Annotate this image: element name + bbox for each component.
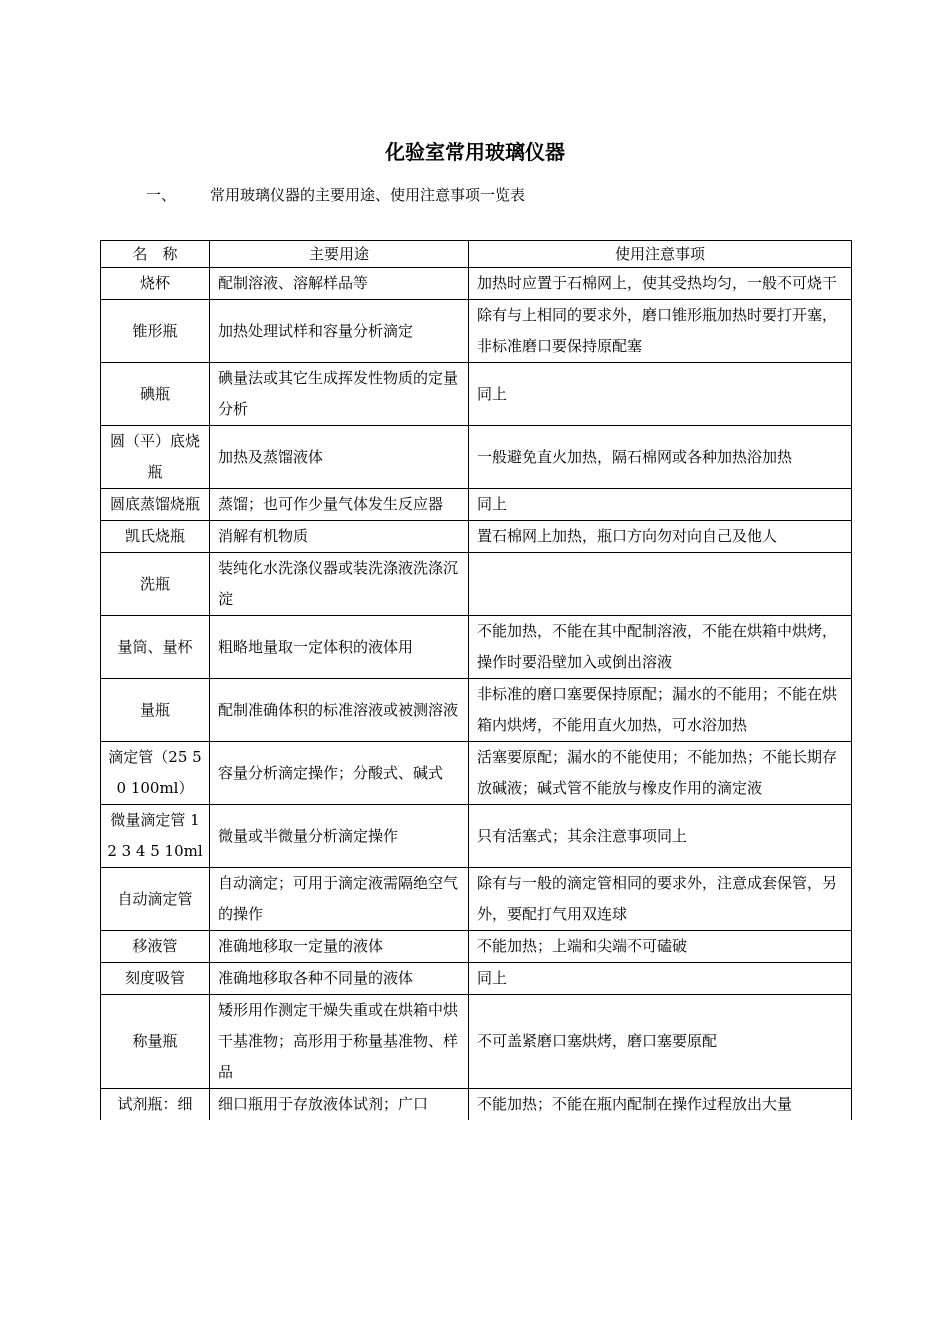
table-row (101, 1089, 852, 1121)
row-note: 置石棉网上加热，瓶口方向勿对向自己及他人 (469, 521, 852, 553)
row-note: 一般避免直火加热，隔石棉网或各种加热浴加热 (469, 426, 852, 489)
row-name: 烧杯 (101, 268, 210, 300)
row-use: 蒸馏；也可作少量气体发生反应器 (210, 489, 469, 521)
table-row (101, 268, 852, 300)
row-name: 试剂瓶：细 (101, 1089, 210, 1121)
table-row (101, 742, 852, 805)
table-row (101, 363, 852, 426)
row-name: 称量瓶 (101, 995, 210, 1089)
row-name: 移液管 (101, 931, 210, 963)
row-use: 配制准确体积的标准溶液或被测溶液 (210, 679, 469, 742)
table-row (101, 995, 852, 1089)
row-name: 凯氏烧瓶 (101, 521, 210, 553)
row-use: 容量分析滴定操作；分酸式、碱式 (210, 742, 469, 805)
row-use: 自动滴定；可用于滴定液需隔绝空气的操作 (210, 868, 469, 931)
table-row (101, 868, 852, 931)
header-note: 使用注意事项 (469, 241, 852, 268)
row-name: 刻度吸管 (101, 963, 210, 995)
glassware-table (100, 240, 852, 1120)
row-name: 锥形瓶 (101, 300, 210, 363)
row-use: 装纯化水洗涤仪器或装洗涤液洗涤沉淀 (210, 553, 469, 616)
row-note: 不能加热；不能在瓶内配制在操作过程放出大量 (469, 1089, 852, 1121)
row-name: 圆底蒸馏烧瓶 (101, 489, 210, 521)
row-name: 自动滴定管 (101, 868, 210, 931)
section-text: 常用玻璃仪器的主要用途、使用注意事项一览表 (210, 186, 526, 204)
row-use: 配制溶液、溶解样品等 (210, 268, 469, 300)
row-use: 准确地移取各种不同量的液体 (210, 963, 469, 995)
table-row (101, 489, 852, 521)
table-row (101, 300, 852, 363)
page-title: 化验室常用玻璃仪器 (385, 140, 565, 164)
row-name: 圆（平）底烧瓶 (101, 426, 210, 489)
table-row (101, 521, 852, 553)
row-name: 微量滴定管 1 2 3 4 5 10ml (101, 805, 210, 868)
row-note: 同上 (469, 363, 852, 426)
row-note: 非标准的磨口塞要保持原配；漏水的不能用；不能在烘箱内烘烤，不能用直火加热，可水浴加热 (469, 679, 852, 742)
row-note: 除有与上相同的要求外，磨口锥形瓶加热时要打开塞，非标准磨口要保持原配塞 (469, 300, 852, 363)
row-use: 细口瓶用于存放液体试剂；广口 (210, 1089, 469, 1121)
table-row (101, 963, 852, 995)
row-name: 量瓶 (101, 679, 210, 742)
section-number: 一、 (146, 186, 177, 204)
row-use: 加热处理试样和容量分析滴定 (210, 300, 469, 363)
row-note: 不能加热；上端和尖端不可磕破 (469, 931, 852, 963)
row-name: 碘瓶 (101, 363, 210, 426)
row-name: 洗瓶 (101, 553, 210, 616)
header-name: 名 称 (101, 241, 210, 268)
table-row (101, 931, 852, 963)
row-use: 微量或半微量分析滴定操作 (210, 805, 469, 868)
row-note: 不可盖紧磨口塞烘烤，磨口塞要原配 (469, 995, 852, 1089)
row-use: 准确地移取一定量的液体 (210, 931, 469, 963)
row-note: 活塞要原配；漏水的不能使用；不能加热；不能长期存放碱液；碱式管不能放与橡皮作用的滴定液 (469, 742, 852, 805)
section-heading (146, 184, 525, 206)
row-note: 除有与一般的滴定管相同的要求外，注意成套保管，另外，要配打气用双连球 (469, 868, 852, 931)
row-use: 消解有机物质 (210, 521, 469, 553)
row-use: 碘量法或其它生成挥发性物质的定量分析 (210, 363, 469, 426)
header-use: 主要用途 (210, 241, 469, 268)
table-row (101, 805, 852, 868)
row-note: 加热时应置于石棉网上，使其受热均匀，一般不可烧干 (469, 268, 852, 300)
row-note (469, 553, 852, 616)
table-row (101, 426, 852, 489)
row-note: 同上 (469, 963, 852, 995)
table-row (101, 553, 852, 616)
row-note: 只有活塞式；其余注意事项同上 (469, 805, 852, 868)
row-name: 滴定管（25 50 100ml） (101, 742, 210, 805)
row-note: 不能加热，不能在其中配制溶液，不能在烘箱中烘烤，操作时要沿壁加入或倒出溶液 (469, 616, 852, 679)
row-use: 粗略地量取一定体积的液体用 (210, 616, 469, 679)
table-row (101, 679, 852, 742)
row-note: 同上 (469, 489, 852, 521)
row-use: 加热及蒸馏液体 (210, 426, 469, 489)
table-header-row (101, 241, 852, 268)
row-name: 量筒、量杯 (101, 616, 210, 679)
table-row (101, 616, 852, 679)
row-use: 矮形用作测定干燥失重或在烘箱中烘干基准物；高形用于称量基准物、样品 (210, 995, 469, 1089)
